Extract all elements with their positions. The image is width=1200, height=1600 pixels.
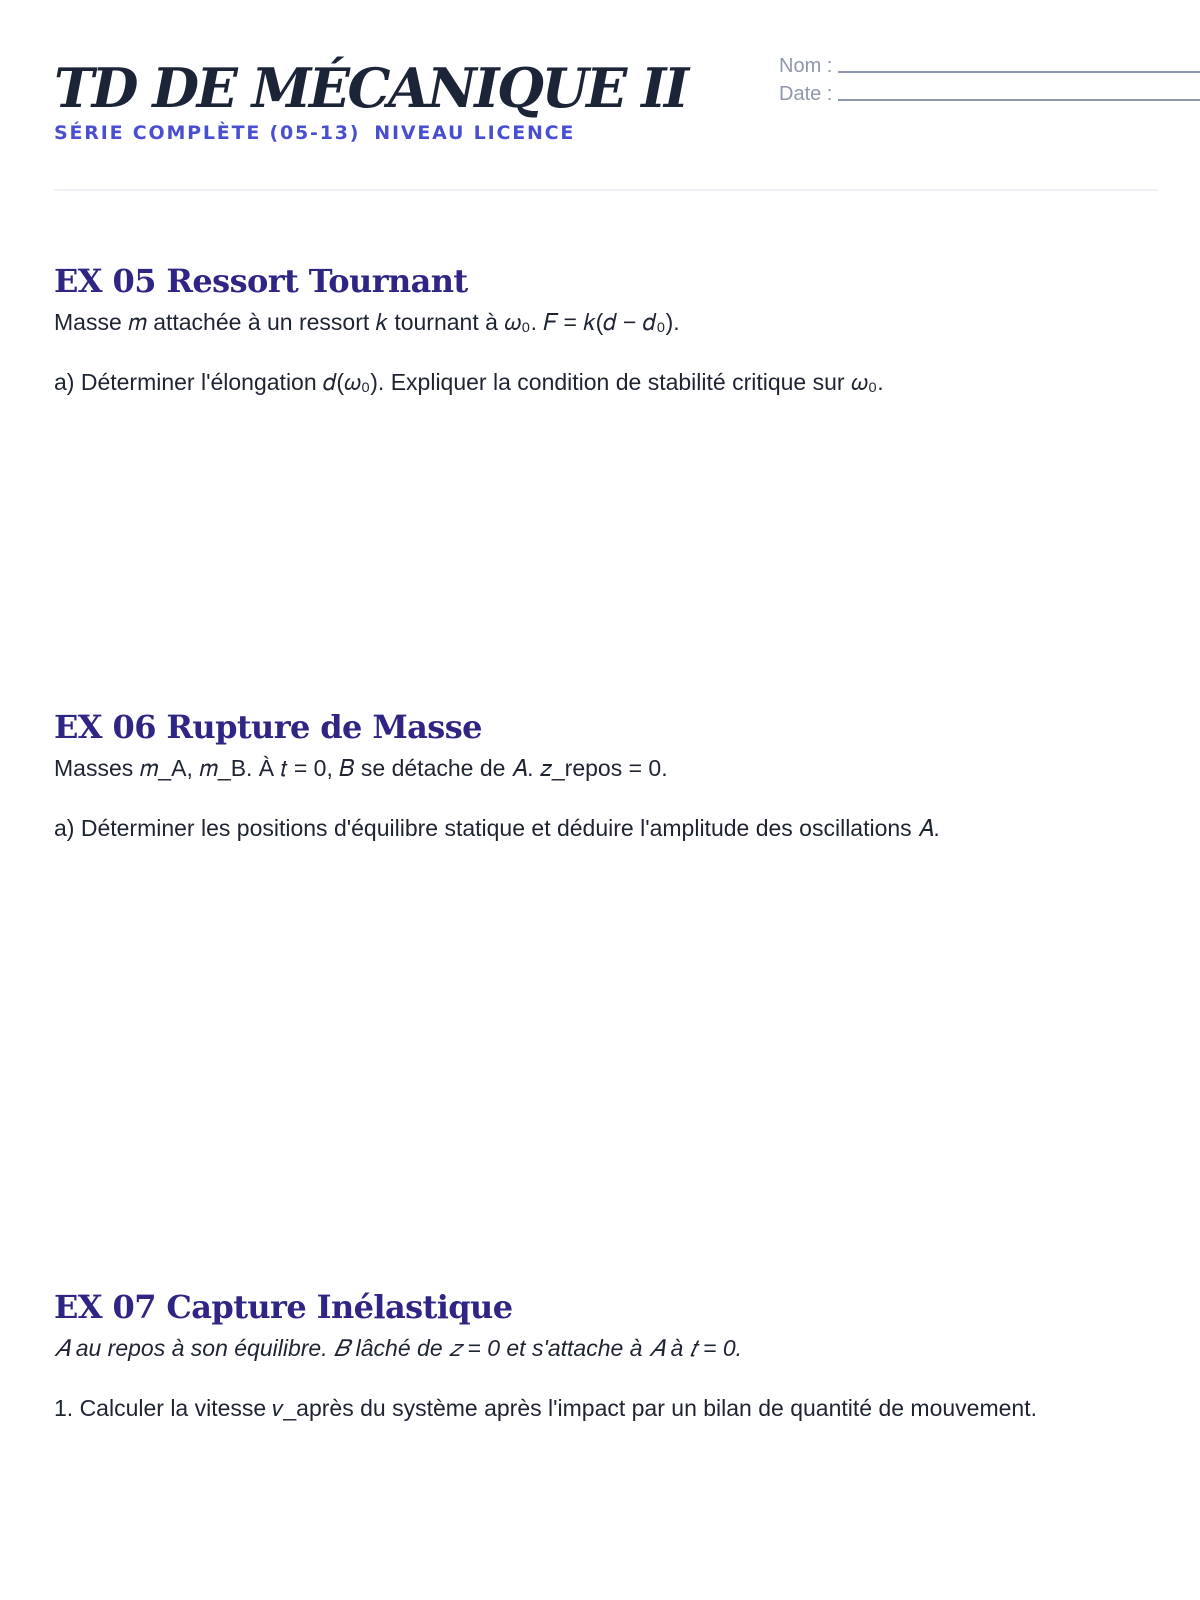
exercise-question: a) Déterminer les positions d'équilibre statique et déduire l'amplitude des oscillations 𝐴. — [54, 815, 940, 841]
exercise-title: EX 06 Rupture de Masse — [54, 708, 482, 746]
exercise-05 — [54, 261, 1164, 397]
name-label: Nom : — [779, 55, 833, 77]
name-field[interactable] — [779, 52, 1200, 78]
exercise-statement: Masse 𝑚 attachée à un ressort 𝑘 tournant à 𝜔₀. 𝐹 = 𝑘(𝑑 − 𝑑₀). — [54, 309, 680, 335]
page-subtitle — [54, 122, 575, 144]
date-label: Date : — [779, 83, 833, 105]
header-divider — [54, 189, 1158, 191]
date-field[interactable] — [779, 80, 1200, 106]
exercise-07 — [54, 1287, 1164, 1423]
student-info — [779, 52, 1200, 108]
exercise-statement: 𝐴 au repos à son équilibre. 𝐵 lâché de 𝑧 = 0 et s'attache à 𝐴 à 𝑡 = 0. — [54, 1335, 743, 1361]
page-title: TD DE MÉCANIQUE II — [54, 56, 687, 120]
name-blank-line[interactable] — [838, 70, 1200, 73]
subtitle-series: SÉRIE COMPLÈTE (05-13) — [54, 122, 361, 144]
exercise-question: a) Déterminer l'élongation 𝑑(𝜔₀). Expliquer la condition de stabilité critique sur 𝜔₀. — [54, 369, 884, 395]
exercise-question: 1. Calculer la vitesse 𝑣_après du système après l'impact par un bilan de quantité de mouvement. — [54, 1395, 1037, 1421]
subtitle-level: NIVEAU LICENCE — [374, 122, 576, 144]
exercise-06 — [54, 707, 1164, 843]
exercise-title: EX 05 Ressort Tournant — [54, 262, 468, 300]
date-blank-line[interactable] — [838, 98, 1200, 101]
exercise-statement: Masses 𝑚_A, 𝑚_B. À 𝑡 = 0, 𝐵 se détache de 𝐴. 𝑧_repos = 0. — [54, 755, 668, 781]
page-header — [54, 52, 1154, 172]
exercise-title: EX 07 Capture Inélastique — [54, 1288, 513, 1326]
